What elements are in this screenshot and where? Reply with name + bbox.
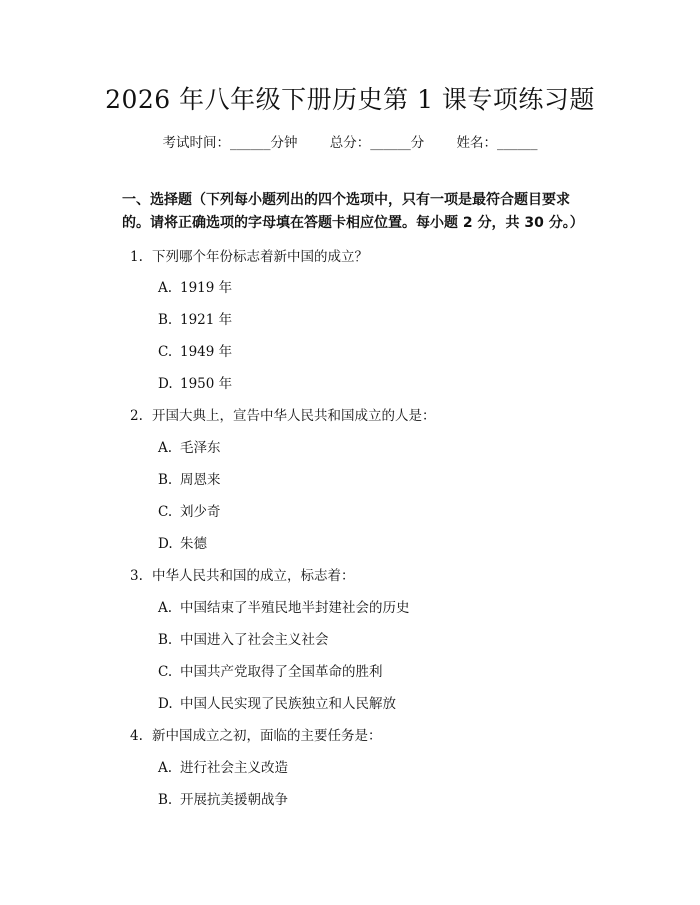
- option-letter: A.: [158, 280, 173, 296]
- option-letter: C.: [158, 504, 173, 520]
- question-1-option-d: [158, 372, 232, 392]
- option-text: 中国进入了社会主义社会: [180, 632, 329, 648]
- option-text: 中国结束了半殖民地半封建社会的历史: [180, 600, 410, 616]
- page-title: 2026 年八年级下册历史第 1 课专项练习题: [105, 85, 595, 114]
- question-3-option-c: [158, 660, 383, 680]
- option-text: 进行社会主义改造: [180, 760, 288, 776]
- question-3: [130, 564, 355, 584]
- question-number: 2.: [130, 408, 143, 424]
- option-text: 1949 年: [180, 344, 233, 360]
- option-text: 毛泽东: [180, 440, 221, 456]
- question-number: 3.: [130, 568, 143, 584]
- question-2: [130, 404, 436, 424]
- option-letter: B.: [158, 312, 173, 328]
- question-3-option-a: [158, 596, 410, 616]
- question-4-option-b: [158, 788, 288, 808]
- option-letter: D.: [158, 696, 173, 712]
- option-letter: A.: [158, 600, 173, 616]
- question-1-option-a: [158, 276, 232, 296]
- question-4: [130, 724, 382, 744]
- question-1: [130, 245, 368, 265]
- option-text: 中国共产党取得了全国革命的胜利: [180, 664, 383, 680]
- total-score-field: 总分：______分: [329, 135, 425, 151]
- option-letter: C.: [158, 664, 173, 680]
- question-3-option-b: [158, 628, 329, 648]
- option-text: 中国人民实现了民族独立和人民解放: [180, 696, 396, 712]
- question-text: 开国大典上，宣告中华人民共和国成立的人是：: [152, 408, 436, 424]
- question-text: 中华人民共和国的成立，标志着：: [152, 568, 355, 584]
- question-2-option-c: [158, 500, 221, 520]
- question-text: 下列哪个年份标志着新中国的成立？: [152, 249, 368, 265]
- option-text: 周恩来: [180, 472, 221, 488]
- option-text: 开展抗美援朝战争: [180, 792, 288, 808]
- option-text: 刘少奇: [180, 504, 221, 520]
- option-letter: B.: [158, 792, 173, 808]
- option-letter: D.: [158, 536, 173, 552]
- option-letter: C.: [158, 344, 173, 360]
- question-number: 1.: [130, 249, 143, 265]
- question-text: 新中国成立之初，面临的主要任务是：: [152, 728, 382, 744]
- student-name-field: 姓名：______: [456, 135, 538, 151]
- option-letter: D.: [158, 376, 173, 392]
- question-4-option-a: [158, 756, 288, 776]
- option-letter: A.: [158, 760, 173, 776]
- question-1-option-b: [158, 308, 232, 328]
- question-2-option-b: [158, 468, 221, 488]
- question-2-option-a: [158, 436, 221, 456]
- option-letter: A.: [158, 440, 173, 456]
- exam-meta: [0, 131, 700, 151]
- option-text: 1921 年: [180, 312, 233, 328]
- question-number: 4.: [130, 728, 143, 744]
- option-text: 朱德: [180, 536, 207, 552]
- question-3-option-d: [158, 692, 396, 712]
- option-letter: B.: [158, 632, 173, 648]
- section-heading-multiple-choice: 一、选择题（下列每小题列出的四个选项中，只有一项是最符合题目要求的。请将正确选项的字母填在答题卡相应位置。每小题 2 分，共 30 分。）: [122, 192, 584, 231]
- exam-time-field: 考试时间：______分钟: [162, 135, 298, 151]
- question-1-option-c: [158, 340, 232, 360]
- option-text: 1950 年: [180, 376, 233, 392]
- question-2-option-d: [158, 532, 207, 552]
- option-text: 1919 年: [180, 280, 233, 296]
- option-letter: B.: [158, 472, 173, 488]
